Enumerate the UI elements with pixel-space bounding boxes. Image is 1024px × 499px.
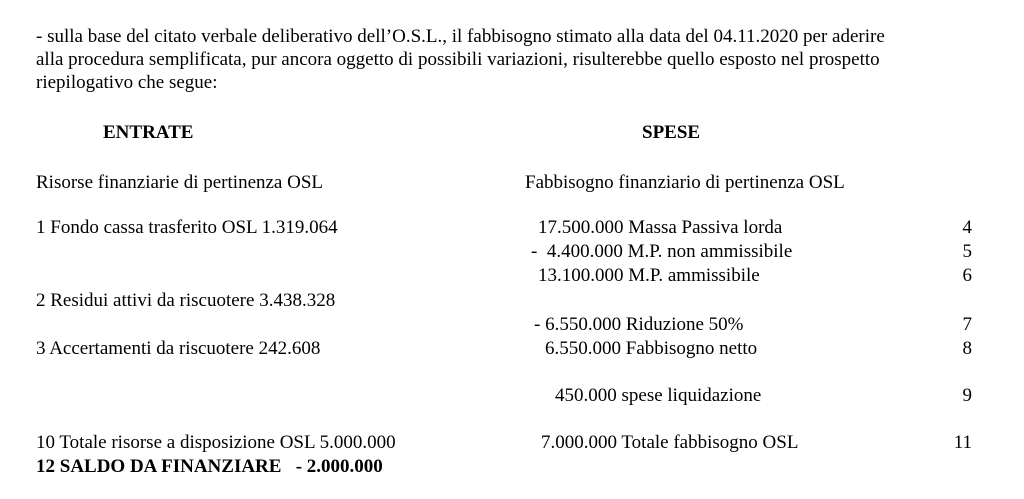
spese-total-text: 7.000.000 Totale fabbisogno OSL (541, 432, 799, 453)
spese-row-number: 6 (962, 265, 972, 286)
spese-row-number: 4 (962, 217, 972, 238)
entrate-subheading: Risorse finanziarie di pertinenza OSL (36, 172, 324, 193)
spese-row-text: 13.100.000 M.P. ammissibile (538, 265, 760, 286)
intro-line-3: riepilogativo che segue: (36, 72, 218, 93)
spese-row-text: 450.000 spese liquidazione (555, 385, 762, 406)
spese-row-text: - 6.550.000 Riduzione 50% (534, 314, 744, 335)
spese-row-number: 9 (962, 385, 972, 406)
entrate-total: 10 Totale risorse a disposizione OSL 5.000.000 (36, 432, 396, 453)
entrate-row-2: 2 Residui attivi da riscuotere 3.438.328 (36, 290, 336, 311)
spese-row-text: - 4.400.000 M.P. non ammissibile (531, 241, 793, 262)
intro-paragraph (36, 25, 976, 94)
spese-subheading: Fabbisogno finanziario di pertinenza OSL (525, 172, 845, 193)
intro-line-2: alla procedura semplificata, pur ancora oggetto di possibili variazioni, risulterebbe quello esposto nel prospetto (36, 49, 880, 70)
spese-row-number: 8 (962, 338, 972, 359)
spese-row-number: 5 (962, 241, 972, 262)
spese-heading: SPESE (642, 122, 701, 143)
saldo-da-finanziare: 12 SALDO DA FINANZIARE - 2.000.000 (36, 456, 383, 477)
spese-row-text: 6.550.000 Fabbisogno netto (545, 338, 758, 359)
entrate-heading: ENTRATE (103, 122, 194, 143)
spese-row-text: 17.500.000 Massa Passiva lorda (538, 217, 783, 238)
spese-row-number: 7 (962, 314, 972, 335)
spese-total-number: 11 (953, 432, 972, 453)
entrate-row-3: 3 Accertamenti da riscuotere 242.608 (36, 338, 321, 359)
intro-line-1: - sulla base del citato verbale deliberativo dell’O.S.L., il fabbisogno stimato alla data del 04.11.2020 per aderire (36, 26, 885, 47)
entrate-row-1: 1 Fondo cassa trasferito OSL 1.319.064 (36, 217, 338, 238)
